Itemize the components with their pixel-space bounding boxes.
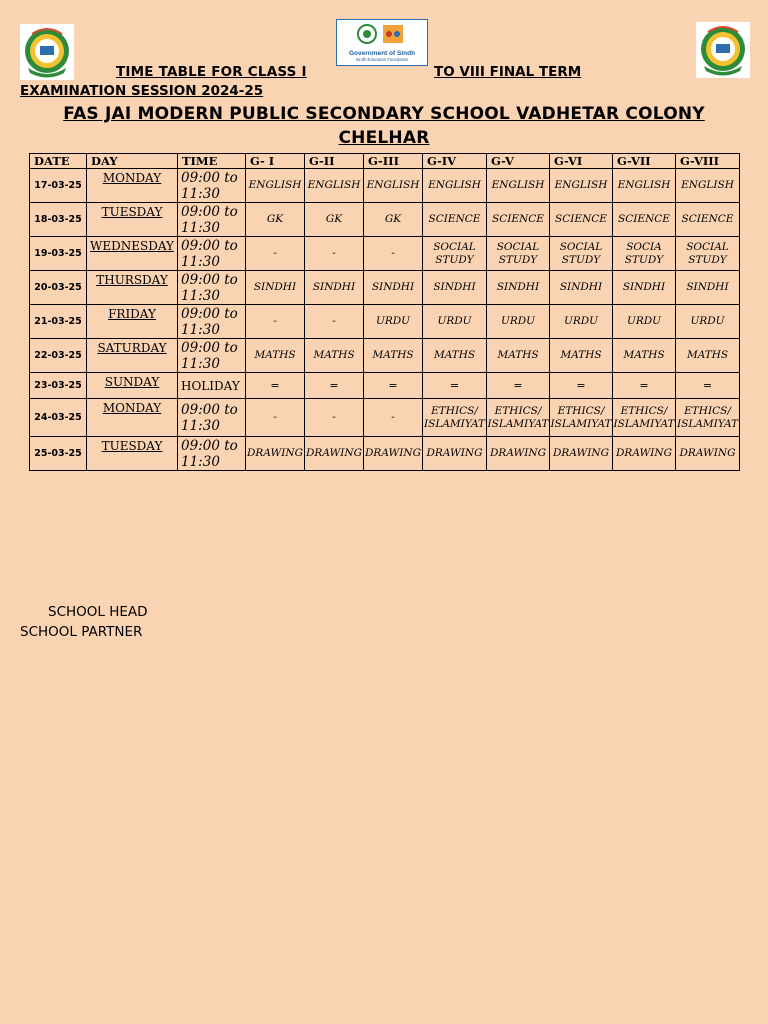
subject-cell: MATHS <box>487 339 550 373</box>
date-cell: 17-03-25 <box>30 169 87 203</box>
subject-cell: MATHS <box>305 339 364 373</box>
subject-cell: ENGLISH <box>550 169 613 203</box>
subject-cell: = <box>487 373 550 399</box>
subject-cell: - <box>305 305 364 339</box>
subject-cell: SINDHI <box>364 271 423 305</box>
day-cell: THURSDAY <box>87 271 178 305</box>
subject-cell: SINDHI <box>613 271 676 305</box>
subject-cell: - <box>246 399 305 437</box>
column-header: G-VIII <box>676 154 740 169</box>
subject-cell: URDU <box>423 305 487 339</box>
column-header: G-VI <box>550 154 613 169</box>
subject-cell: SOCIAL STUDY <box>423 237 487 271</box>
subject-cell: ETHICS/ ISLAMIYAT <box>676 399 740 437</box>
subject-cell: MATHS <box>364 339 423 373</box>
subject-cell: DRAWING <box>423 437 487 471</box>
subject-cell: SINDHI <box>305 271 364 305</box>
school-partner-signature-label: SCHOOL PARTNER <box>20 624 143 640</box>
day-cell: TUESDAY <box>87 203 178 237</box>
column-header: G-II <box>305 154 364 169</box>
subject-cell: SOCIAL STUDY <box>550 237 613 271</box>
timetable-title: TIME TABLE FOR CLASS I <box>116 64 307 80</box>
subject-cell: SINDHI <box>423 271 487 305</box>
date-cell: 18-03-25 <box>30 203 87 237</box>
time-cell: HOLIDAY <box>178 373 246 399</box>
time-cell: 09:00 to 11:30 <box>178 305 246 339</box>
subject-cell: MATHS <box>676 339 740 373</box>
subject-cell: ETHICS/ ISLAMIYAT <box>613 399 676 437</box>
subject-cell: URDU <box>613 305 676 339</box>
subject-cell: - <box>305 237 364 271</box>
day-cell: SUNDAY <box>87 373 178 399</box>
date-cell: 24-03-25 <box>30 399 87 437</box>
subject-cell: MATHS <box>613 339 676 373</box>
table-row <box>30 339 740 373</box>
column-header: G- I <box>246 154 305 169</box>
date-cell: 23-03-25 <box>30 373 87 399</box>
subject-cell: = <box>550 373 613 399</box>
column-header: DATE <box>30 154 87 169</box>
subject-cell: GK <box>246 203 305 237</box>
subject-cell: ENGLISH <box>676 169 740 203</box>
subject-cell: SINDHI <box>487 271 550 305</box>
date-cell: 20-03-25 <box>30 271 87 305</box>
subject-cell: DRAWING <box>246 437 305 471</box>
date-cell: 22-03-25 <box>30 339 87 373</box>
day-cell: MONDAY <box>87 399 178 437</box>
subject-cell: - <box>305 399 364 437</box>
subject-cell: SINDHI <box>550 271 613 305</box>
government-of-sindh-logo <box>336 19 428 66</box>
table-row <box>30 203 740 237</box>
header-row <box>30 154 740 169</box>
subject-cell: SOCIAL STUDY <box>487 237 550 271</box>
subject-cell: DRAWING <box>305 437 364 471</box>
column-header: G-III <box>364 154 423 169</box>
column-header: TIME <box>178 154 246 169</box>
date-cell: 25-03-25 <box>30 437 87 471</box>
day-cell: FRIDAY <box>87 305 178 339</box>
subject-cell: SCIENCE <box>487 203 550 237</box>
subject-cell: ENGLISH <box>487 169 550 203</box>
subject-cell: DRAWING <box>487 437 550 471</box>
time-cell: 09:00 to 11:30 <box>178 437 246 471</box>
subject-cell: SCIENCE <box>423 203 487 237</box>
subject-cell: URDU <box>364 305 423 339</box>
time-cell: 09:00 to 11:30 <box>178 237 246 271</box>
day-cell: SATURDAY <box>87 339 178 373</box>
time-cell: 09:00 to 11:30 <box>178 203 246 237</box>
column-header: G-IV <box>423 154 487 169</box>
subject-cell: DRAWING <box>364 437 423 471</box>
subject-cell: = <box>676 373 740 399</box>
subject-cell: MATHS <box>550 339 613 373</box>
subject-cell: = <box>613 373 676 399</box>
subject-cell: URDU <box>676 305 740 339</box>
subject-cell: = <box>364 373 423 399</box>
logo-subcaption: Sindh Education Foundation <box>355 57 409 62</box>
subject-cell: - <box>246 237 305 271</box>
timetable-title-range: TO VIII FINAL TERM <box>434 64 582 80</box>
subject-cell: SOCIA STUDY <box>613 237 676 271</box>
subject-cell: = <box>305 373 364 399</box>
table-row <box>30 169 740 203</box>
column-header: G-VII <box>613 154 676 169</box>
time-cell: 09:00 to 11:30 <box>178 399 246 437</box>
subject-cell: ETHICS/ ISLAMIYAT <box>487 399 550 437</box>
logo-caption: Government of Sindh <box>348 50 416 57</box>
subject-cell: GK <box>364 203 423 237</box>
date-cell: 21-03-25 <box>30 305 87 339</box>
subject-cell: DRAWING <box>676 437 740 471</box>
subject-cell: DRAWING <box>613 437 676 471</box>
subject-cell: URDU <box>487 305 550 339</box>
subject-cell: = <box>423 373 487 399</box>
subject-cell: ETHICS/ ISLAMIYAT <box>550 399 613 437</box>
table-row <box>30 373 740 399</box>
date-cell: 19-03-25 <box>30 237 87 271</box>
subject-cell: - <box>364 237 423 271</box>
subject-cell: SINDHI <box>676 271 740 305</box>
subject-cell: - <box>364 399 423 437</box>
table-row <box>30 271 740 305</box>
subject-cell: SOCIAL STUDY <box>676 237 740 271</box>
subject-cell: SCIENCE <box>613 203 676 237</box>
subject-cell: - <box>246 305 305 339</box>
subject-cell: ENGLISH <box>423 169 487 203</box>
time-cell: 09:00 to 11:30 <box>178 271 246 305</box>
table-row <box>30 237 740 271</box>
subject-cell: ENGLISH <box>364 169 423 203</box>
subject-cell: DRAWING <box>550 437 613 471</box>
day-cell: TUESDAY <box>87 437 178 471</box>
subject-cell: SINDHI <box>246 271 305 305</box>
day-cell: WEDNESDAY <box>87 237 178 271</box>
subject-cell: ENGLISH <box>246 169 305 203</box>
time-cell: 09:00 to 11:30 <box>178 339 246 373</box>
subject-cell: MATHS <box>246 339 305 373</box>
subject-cell: = <box>246 373 305 399</box>
column-header: DAY <box>87 154 178 169</box>
column-header: G-V <box>487 154 550 169</box>
subject-cell: GK <box>305 203 364 237</box>
school-logo-right <box>696 22 750 78</box>
session-title: EXAMINATION SESSION 2024-25 <box>20 83 264 99</box>
timetable <box>29 153 740 471</box>
table-row <box>30 399 740 437</box>
subject-cell: ENGLISH <box>613 169 676 203</box>
subject-cell: URDU <box>550 305 613 339</box>
school-head-signature-label: SCHOOL HEAD <box>48 604 148 620</box>
time-cell: 09:00 to 11:30 <box>178 169 246 203</box>
school-name: FAS JAI MODERN PUBLIC SECONDARY SCHOOL VADHETAR COLONY CHELHAR <box>63 104 705 148</box>
table-row <box>30 305 740 339</box>
school-logo-left <box>20 24 74 80</box>
subject-cell: SCIENCE <box>550 203 613 237</box>
subject-cell: ETHICS/ ISLAMIYAT <box>423 399 487 437</box>
subject-cell: SCIENCE <box>676 203 740 237</box>
table-row <box>30 437 740 471</box>
day-cell: MONDAY <box>87 169 178 203</box>
subject-cell: ENGLISH <box>305 169 364 203</box>
subject-cell: MATHS <box>423 339 487 373</box>
